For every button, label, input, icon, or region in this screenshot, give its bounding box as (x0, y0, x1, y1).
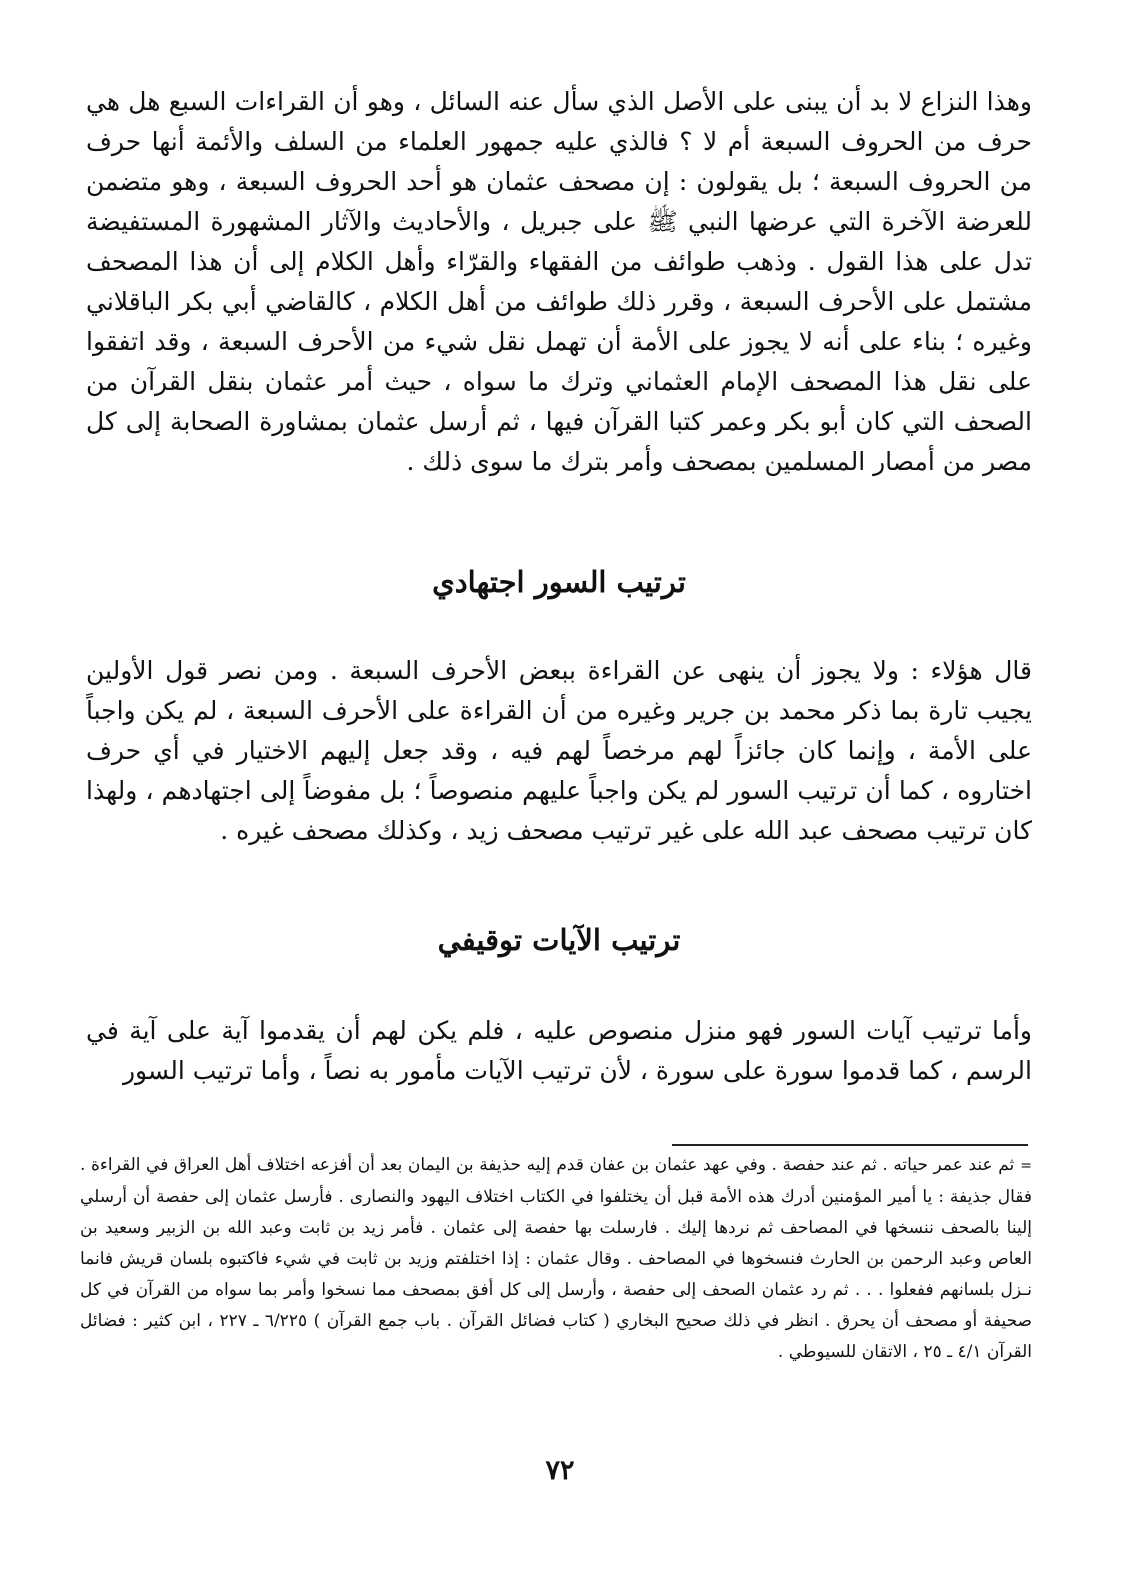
section-heading-surah-order: ترتيب السور اجتهادي (432, 565, 686, 599)
paragraph-seven-letters: وهذا النزاع لا بد أن يبنى على الأصل الذي سأل عنه السائل ، وهو أن القراءات السبع هل هي حرف من الحروف السبعة أم لا ؟ فالذي عليه جمهور العلماء من السلف والأئمة أنها حرف من الحروف السبعة ؛ بل يقولون : إن مصحف عثمان هو أحد الحروف السبعة ، وهو متضمن للعرضة الآخرة التي عرضها النبي ﷺ على جبريل ، والأحاديث والآثار المشهورة المستفيضة تدل على هذا القول . وذهب طوائف من الفقهاء والقرّاء وأهل الكلام إلى أن هذا المصحف مشتمل على الأحرف السبعة ، وقرر ذلك طوائف من أهل الكلام ، كالقاضي أبي بكر الباقلاني وغيره ؛ بناء على أنه لا يجوز على الأمة أن تهمل نقل شيء من الأحرف السبعة ، وقد اتفقوا على نقل هذا المصحف الإمام العثماني وترك ما سواه ، حيث أمر عثمان بنقل القرآن من الصحف التي كان أبو بكر وعمر كتبا القرآن فيها ، ثم أرسل عثمان بمشاورة الصحابة إلى كل مصر من أمصار المسلمين بمصحف وأمر بترك ما سوى ذلك . (86, 87, 1032, 476)
page-number: ٧٢ (545, 1455, 575, 1486)
footnote (80, 1150, 1032, 1368)
section-heading-verse-order: ترتيب الآيات توقيفي (437, 923, 681, 957)
footnote-marker: = (1020, 1158, 1032, 1174)
paragraph-verse-order: وأما ترتيب آيات السور فهو منزل منصوص عليه ، فلم يكن لهم أن يقدموا آية على آية في الرسم ، كما قدموا سورة على سورة ، لأن ترتيب الآيات مأمور به نصاً ، وأما ترتيب السور (86, 1016, 1032, 1085)
paragraph-reading-permission: قال هؤلاء : ولا يجوز أن ينهى عن القراءة ببعض الأحرف السبعة . ومن نصر قول الأولين يجيب تارة بما ذكر محمد بن جرير وغيره من أن القراءة على الأحرف السبعة ، لم يكن واجباً على الأمة ، وإنما كان جائزاً لهم مرخصاً لهم فيه ، وقد جعل إليهم الاختيار في أي حرف اختاروه ، كما أن ترتيب السور لم يكن واجباً عليهم منصوصاً ؛ بل مفوضاً إلى اجتهادهم ، ولهذا كان ترتيب مصحف عبد الله على غير ترتيب مصحف زيد ، وكذلك مصحف غيره . (86, 656, 1032, 845)
footnote-text: ثم عند عمر حياته . ثم عند حفصة . وفي عهد عثمان بن عفان قدم إليه حذيفة بن اليمان بعد أن أفزعه اختلاف أهل العراق في القراءة . فقال جذيفة : يا أمير المؤمنين أدرك هذه الأمة قبل أن يختلفوا في الكتاب اختلاف اليهود والنصارى . فأرسل عثمان إلى حفصة أن أرسلي إلينا بالصحف ننسخها في المصاحف ثم نردها إليك . فارسلت بها حفصة إلى عثمان . فأمر زيد بن ثابت وعبد الله بن الزبير وسعيد بن العاص وعبد الرحمن بن الحارث فنسخوها في المصاحف . وقال عثمان : إذا اختلفتم وزيد بن ثابت في شيء فاكتبوه بلسان قريش فانما نـزل بلسانهم ففعلوا . . . ثم رد عثمان الصحف إلى حفصة ، وأرسل إلى كل أفق بمصحف مما نسخوا وأمر بما سواه من القرآن في كل صحيفة أو مصحف أن يحرق . انظر في ذلك صحيح البخاري ( كتاب فضائل القرآن . باب جمع القرآن ) ٦/٢٢٥ ـ ٢٢٧ ، ابن كثير : فضائل القرآن ٤/١ ـ ٢٥ ، الاتقان للسيوطي . (80, 1155, 1032, 1362)
footnote-separator (672, 1144, 1028, 1146)
